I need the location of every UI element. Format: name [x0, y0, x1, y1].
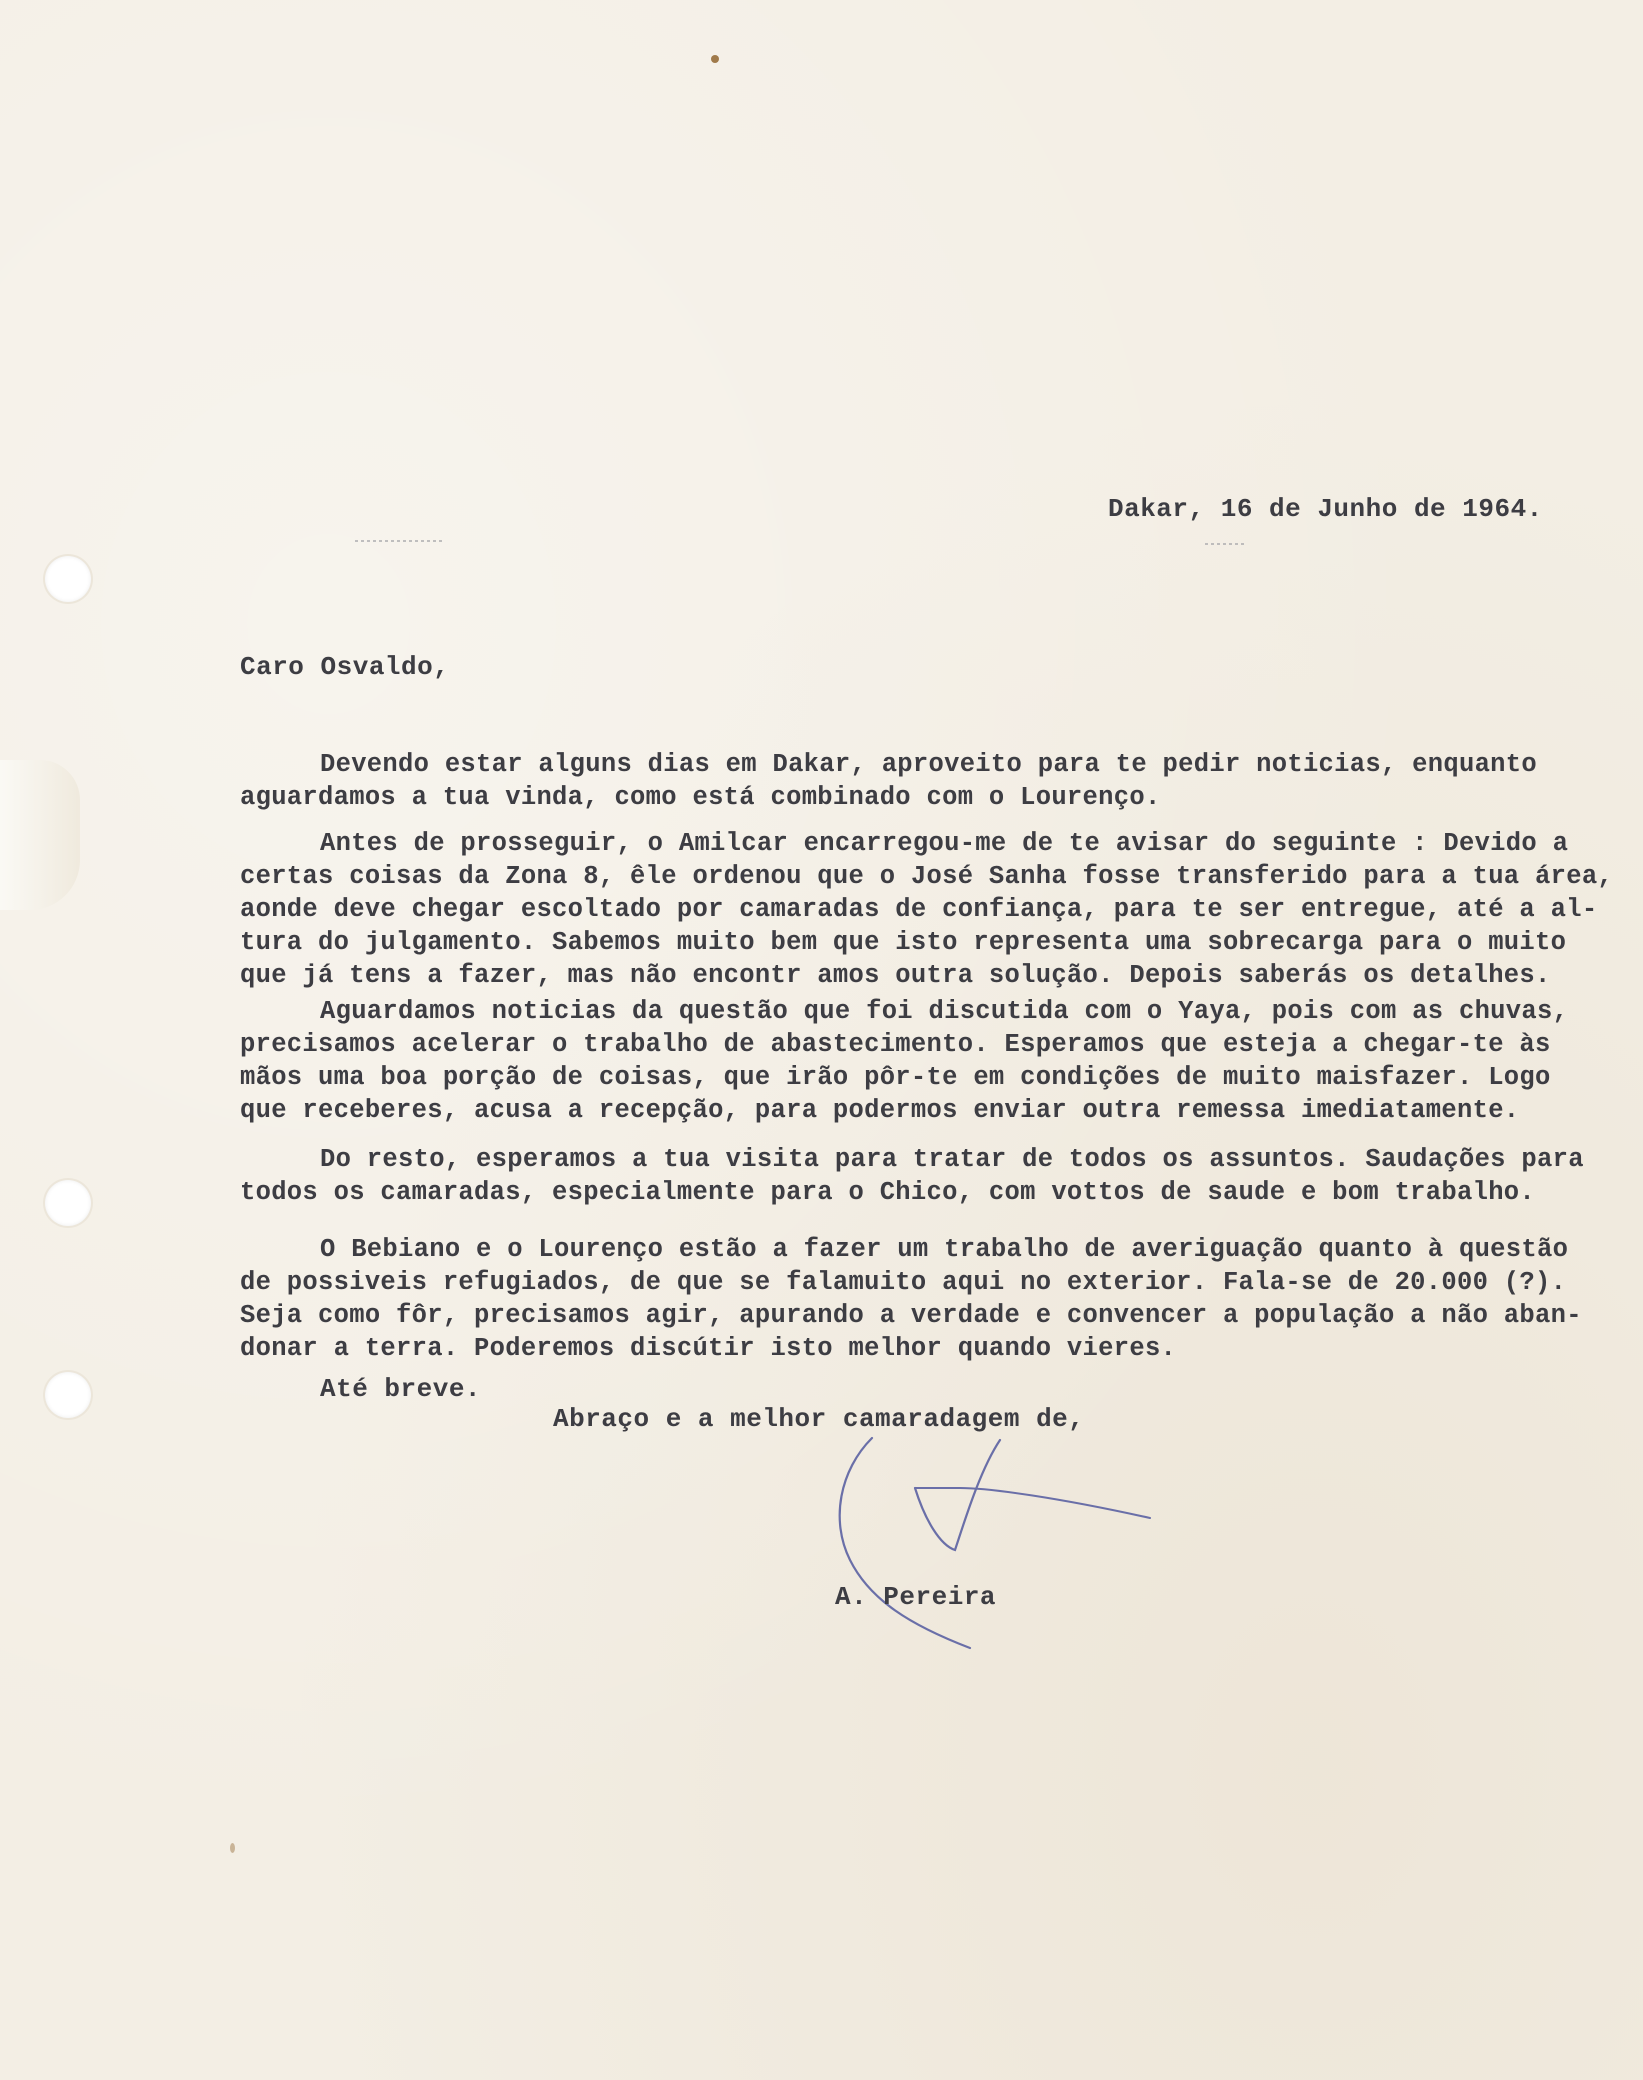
typewriter-mark [355, 540, 445, 542]
salutation: Caro Osvaldo, [240, 652, 450, 682]
paragraph-line: que receberes, acusa a recepção, para podermos enviar outra remessa imediatamente. [240, 1096, 1520, 1125]
punch-hole [45, 556, 91, 602]
punch-hole [45, 1372, 91, 1418]
closing: Abraço e a melhor camaradagem de, [553, 1404, 1085, 1434]
letter-date: Dakar, 16 de Junho de 1964. [1108, 494, 1543, 524]
paragraph-line: Do resto, esperamos a tua visita para tratar de todos os assuntos. Saudações para [320, 1145, 1584, 1174]
paragraph-line: Aguardamos noticias da questão que foi discutida com o Yaya, pois com as chuvas, [320, 997, 1569, 1026]
paragraph-line: tura do julgamento. Sabemos muito bem que isto representa uma sobrecarga para o muito [240, 928, 1567, 957]
paragraph-1 [240, 748, 1605, 814]
signatory-name: A. Pereira [835, 1582, 997, 1612]
paragraph-line: todos os camaradas, especialmente para o Chico, com vottos de saude e bom trabalho. [240, 1178, 1536, 1207]
paragraph-2 [240, 827, 1614, 992]
paragraph-line: donar a terra. Poderemos discútir isto melhor quando vieres. [240, 1334, 1177, 1363]
paper-speck [711, 55, 719, 63]
typewriter-mark [1205, 543, 1245, 545]
paragraph-4 [240, 1143, 1605, 1209]
paragraph-3 [240, 995, 1605, 1127]
paper-speck [230, 1843, 235, 1853]
paragraph-line: que já tens a fazer, mas não encontr amos outra solução. Depois saberás os detalhes. [240, 961, 1551, 990]
paragraph-line: certas coisas da Zona 8, êle ordenou que o José Sanha fosse transferido para a tua área, [240, 862, 1614, 891]
paragraph-line: de possiveis refugiados, de que se falamuito aqui no exterior. Fala-se de 20.000 (?). [240, 1268, 1567, 1297]
paragraph-line: Seja como fôr, precisamos agir, apurando a verdade e convencer a população a não aban- [240, 1301, 1582, 1330]
handwritten-signature [820, 1410, 1180, 1660]
paragraph-line: precisamos acelerar o trabalho de abastecimento. Esperamos que esteja a chegar-te às [240, 1030, 1551, 1059]
paragraph-line: Devendo estar alguns dias em Dakar, aproveito para te pedir noticias, enquanto [320, 750, 1537, 779]
paragraph-line: aonde deve chegar escoltado por camaradas de confiança, para te ser entregue, até a al- [240, 895, 1598, 924]
paragraph-5 [240, 1233, 1605, 1365]
paper-tear [0, 760, 80, 910]
closing-short: Até breve. [320, 1374, 482, 1404]
paragraph-line: O Bebiano e o Lourenço estão a fazer um trabalho de averiguação quanto à questão [320, 1235, 1569, 1264]
paragraph-line: mãos uma boa porção de coisas, que irão pôr-te em condições de muito maisfazer. Logo [240, 1063, 1551, 1092]
punch-hole [45, 1180, 91, 1226]
paragraph-line: Antes de prosseguir, o Amilcar encarregou-me de te avisar do seguinte : Devido a [320, 829, 1569, 858]
paragraph-line: aguardamos a tua vinda, como está combinado com o Lourenço. [240, 783, 1161, 812]
